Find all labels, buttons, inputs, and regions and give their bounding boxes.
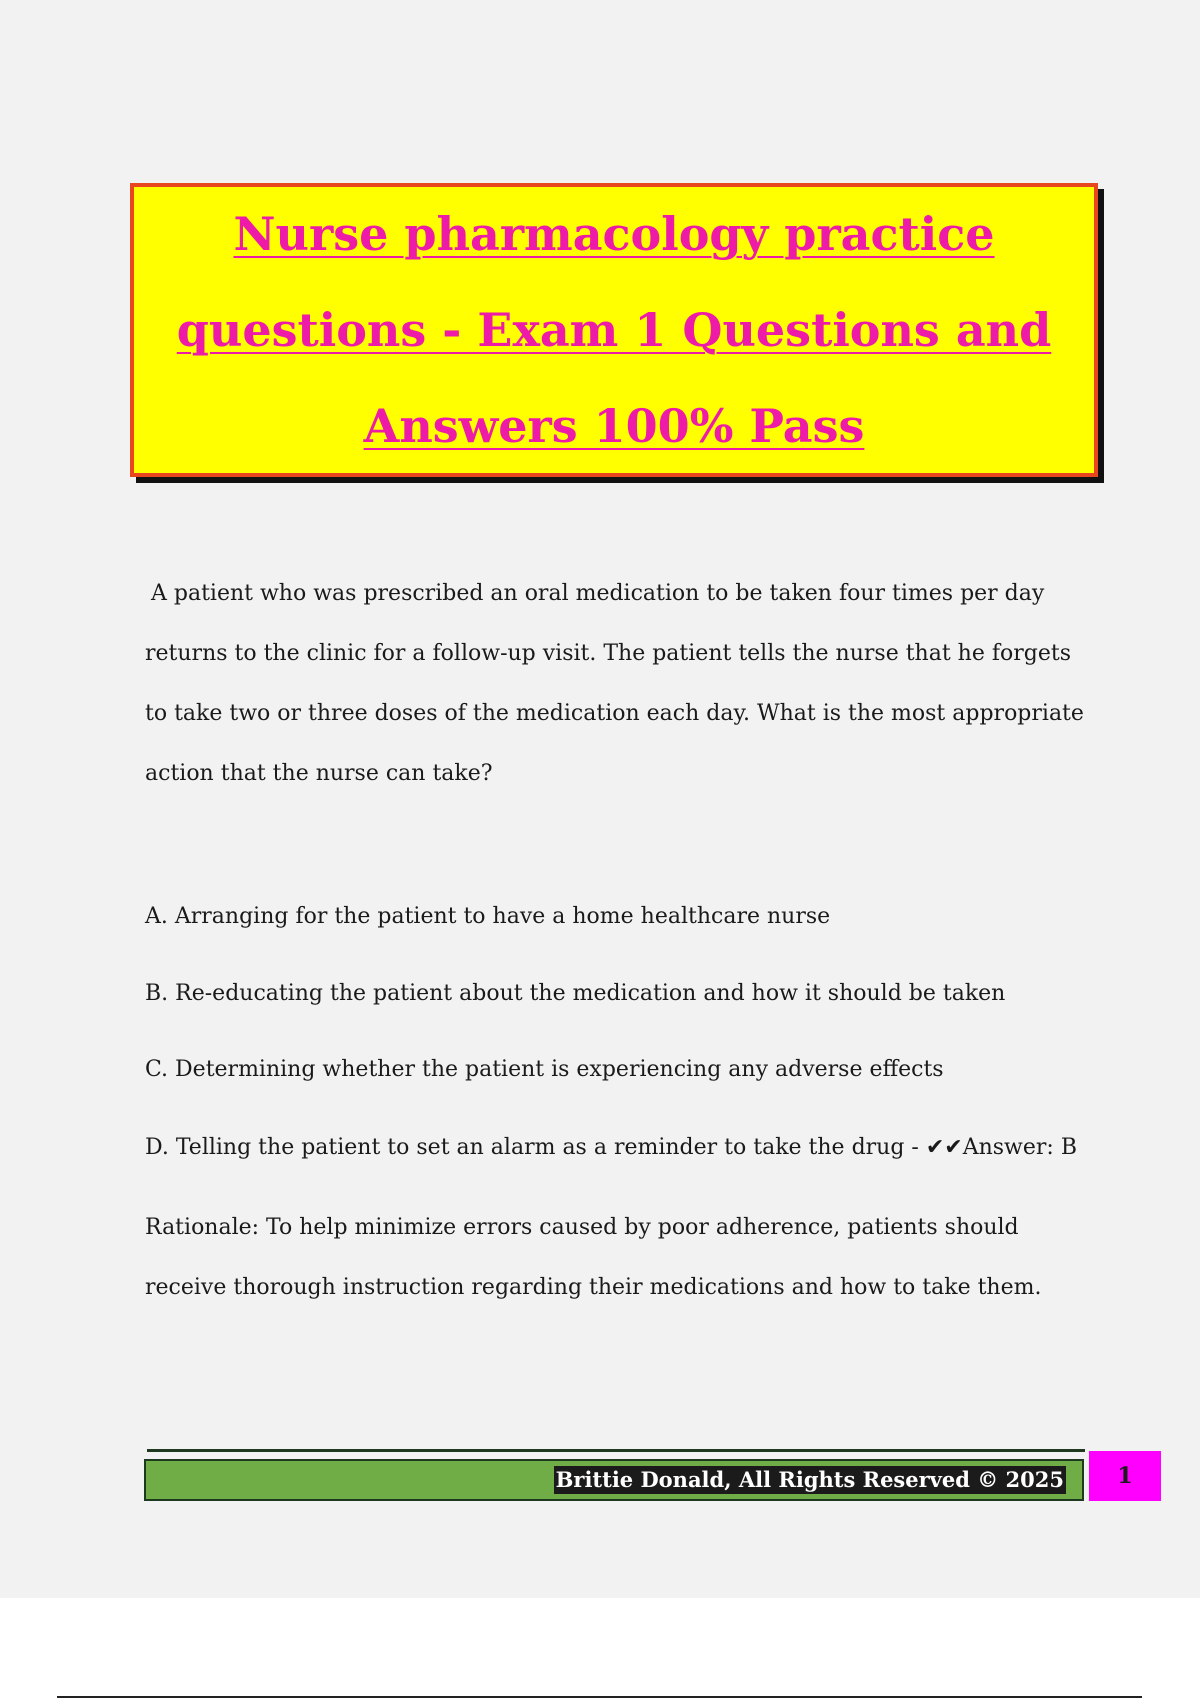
option-a: A. Arranging for the patient to have a home healthcare nurse bbox=[145, 904, 831, 929]
option-c: C. Determining whether the patient is experiencing any adverse effects bbox=[145, 1057, 944, 1082]
rationale-text: Rationale: To help minimize errors caused by poor adherence, patients should receive thorough instruction regarding their medications and how to take them. bbox=[145, 1215, 1042, 1300]
option-d-with-answer: D. Telling the patient to set an alarm as a reminder to take the drug - ✔✔Answer: B bbox=[145, 1135, 1077, 1160]
page-number: 1 bbox=[1117, 1463, 1133, 1489]
footer-bar bbox=[144, 1459, 1084, 1501]
question-text: A patient who was prescribed an oral medication to be taken four times per day returns to the clinic for a follow-up visit. The patient tells the nurse that he forgets to take two or three doses of the medication each day. What is the most appropriate action that the nurse can take? bbox=[145, 581, 1084, 786]
title-banner bbox=[130, 183, 1098, 477]
footer-divider bbox=[147, 1449, 1085, 1452]
option-b: B. Re-educating the patient about the medication and how it should be taken bbox=[145, 981, 1006, 1006]
document-title: Nurse pharmacology practice questions - Exam 1 Questions and Answers 100% Pass bbox=[176, 207, 1052, 453]
page-number-badge bbox=[1089, 1451, 1161, 1501]
copyright-notice: Brittie Donald, All Rights Reserved © 2025 bbox=[555, 1467, 1064, 1492]
page-bottom-divider bbox=[57, 1696, 1142, 1698]
